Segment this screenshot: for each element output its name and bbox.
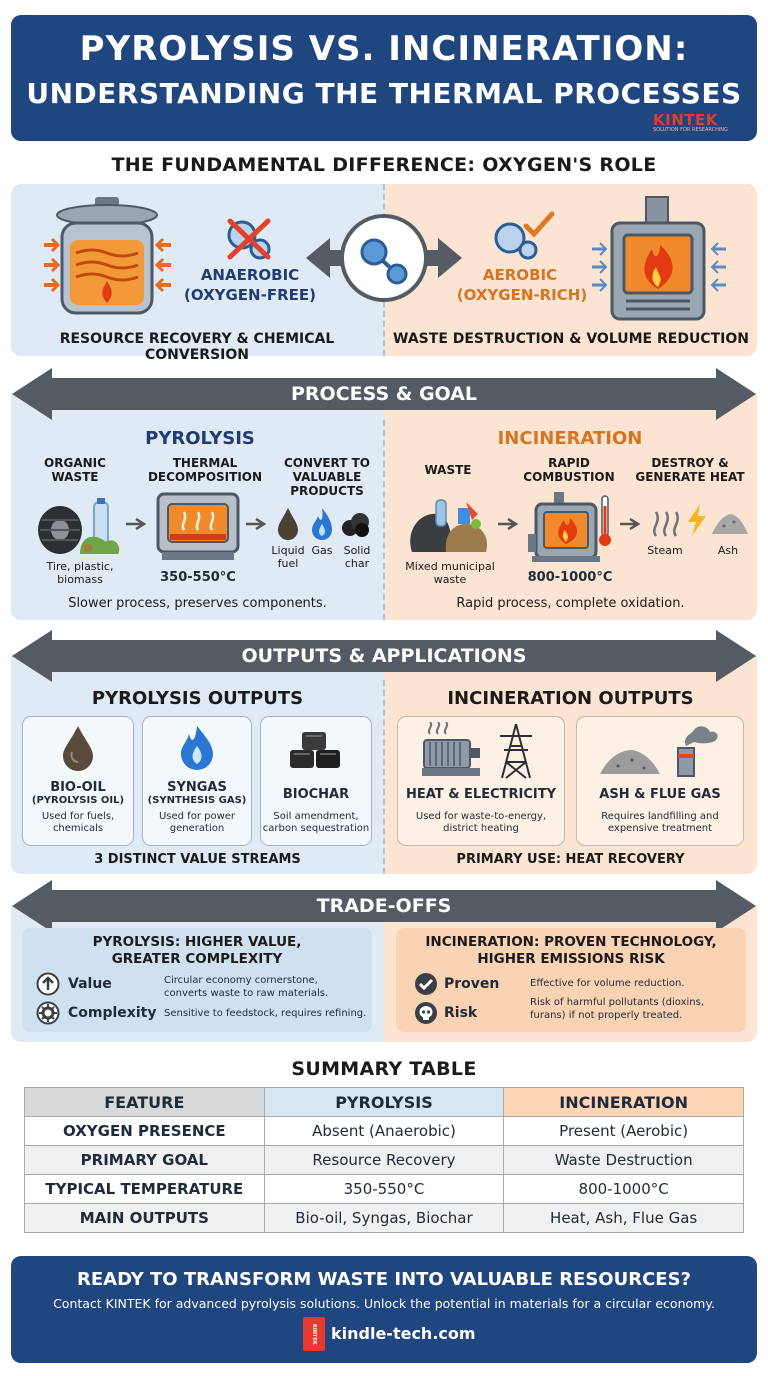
biochar-description: Soil amendment, carbon sequestration (262, 811, 370, 834)
arrow-right-icon (618, 517, 642, 531)
complexity-description: Sensitive to feedstock, requires refining. (164, 1008, 367, 1019)
turbine-powerline-icon (420, 722, 540, 780)
arrow-right-icon (124, 517, 148, 531)
bio-oil-subtitle: (PYROLYSIS OIL) (31, 795, 125, 806)
energy-bolt-icon (684, 502, 710, 538)
main-title-line-1: PYROLYSIS VS. INCINERATION: (79, 29, 689, 69)
ash-flue-gas-description: Requires landfilling and expensive treatment (601, 811, 719, 834)
table-row (25, 1175, 744, 1204)
outputs-bar-title: OUTPUTS & APPLICATIONS (241, 645, 527, 667)
kintek-logo-mark-icon (303, 1317, 325, 1351)
thermal-decomposition-label: THERMAL DECOMPOSITION (147, 456, 263, 484)
incineration-tradeoff-heading-1: INCINERATION: PROVEN TECHNOLOGY, (425, 934, 717, 950)
table-header-feature: FEATURE (25, 1088, 265, 1117)
pyrolysis-tradeoff-heading-1: PYROLYSIS: HIGHER VALUE, (92, 934, 302, 950)
steam-label: Steam (647, 544, 683, 557)
incinerator-furnace-icon (590, 195, 730, 323)
anaerobic-label: ANAEROBIC (200, 266, 300, 284)
table-cell-incineration: Present (Aerobic) (504, 1117, 744, 1146)
ash-smokestack-icon (598, 722, 722, 780)
process-divider (383, 420, 385, 620)
incineration-process-heading: INCINERATION (497, 428, 643, 449)
syngas-subtitle: (SYNTHESIS GAS) (147, 795, 247, 806)
value-up-arrow-icon (36, 972, 60, 996)
heat-electricity-description: Used for waste-to-energy, district heating (415, 811, 547, 834)
syngas-flame-icon (177, 724, 217, 772)
summary-table (24, 1087, 744, 1233)
incineration-outputs-heading: INCINERATION OUTPUTS (447, 688, 694, 709)
waste-destruction-caption: WASTE DESTRUCTION & VOLUME REDUCTION (393, 331, 749, 347)
gas-flame-icon (310, 506, 334, 540)
arrow-right-icon (244, 517, 268, 531)
table-row (25, 1204, 744, 1233)
resource-recovery-caption: RESOURCE RECOVERY & CHEMICAL CONVERSION (59, 331, 335, 363)
table-header-pyrolysis: PYROLYSIS (264, 1088, 504, 1117)
syngas-title: SYNGAS (167, 780, 227, 795)
table-cell-pyrolysis: Absent (Anaerobic) (264, 1117, 504, 1146)
kintek-logo: KINTEK (653, 111, 718, 129)
complexity-gear-icon (36, 1001, 60, 1025)
bio-oil-description: Used for fuels, chemicals (41, 811, 115, 834)
risk-description: Risk of harmful pollutants (dioxins, furans) if not properly treated. (530, 997, 704, 1021)
kintek-logo-tagline: SOLUTION FOR RESEARCHING (653, 127, 728, 133)
table-cell-pyrolysis: 350-550°C (264, 1175, 504, 1204)
proven-description: Effective for volume reduction. (530, 978, 685, 989)
table-cell-feature: OXYGEN PRESENCE (25, 1117, 265, 1146)
table-header-incineration: INCINERATION (504, 1088, 744, 1117)
table-cell-incineration: Waste Destruction (504, 1146, 744, 1175)
pyrolysis-outputs-heading: PYROLYSIS OUTPUTS (91, 688, 304, 709)
value-description: Circular economy cornerstone, converts waste to raw materials. (164, 975, 329, 999)
table-row (25, 1117, 744, 1146)
value-label: Value (68, 976, 112, 992)
destroy-generate-heat-label: DESTROY & GENERATE HEAT (635, 456, 745, 484)
table-cell-pyrolysis: Bio-oil, Syngas, Biochar (264, 1204, 504, 1233)
proven-check-icon (414, 972, 438, 996)
steam-icon (648, 504, 684, 538)
outputs-divider (383, 680, 385, 874)
heat-electricity-title: HEAT & ELECTRICITY (405, 787, 557, 802)
bio-oil-drop-icon (60, 724, 96, 772)
solid-char-label: Solid char (343, 544, 371, 570)
oxygen-free-label: (OXYGEN-FREE) (184, 286, 316, 304)
bio-oil-title: BIO-OIL (50, 780, 106, 795)
footer-body: Contact KINTEK for advanced pyrolysis solutions. Unlock the potential in materials for a circular economy. (53, 1296, 715, 1311)
convert-products-label: CONVERT TO VALUABLE PRODUCTS (284, 456, 370, 498)
waste-label: WASTE (424, 463, 472, 477)
summary-table-title: SUMMARY TABLE (291, 1058, 477, 1080)
incineration-temperature: 800-1000°C (527, 570, 613, 585)
proven-label: Proven (444, 976, 500, 992)
biochar-title: BIOCHAR (282, 787, 350, 802)
incineration-process-summary: Rapid process, complete oxidation. (456, 596, 685, 611)
oxygen-rich-label: (OXYGEN-RICH) (456, 286, 588, 304)
pyrolysis-temperature: 350-550°C (160, 570, 236, 585)
organic-waste-label: ORGANIC WASTE (44, 456, 106, 484)
header-banner (11, 15, 757, 141)
tradeoffs-bar-title: TRADE-OFFS (316, 895, 452, 917)
oxygen-double-arrow-icon (304, 210, 464, 306)
oxygen-section-title: THE FUNDAMENTAL DIFFERENCE: OXYGEN'S ROLE (111, 154, 657, 176)
table-row (25, 1146, 744, 1175)
pyrolysis-process-heading: PYROLYSIS (145, 428, 255, 449)
solid-char-icon (340, 508, 370, 538)
process-bar-title: PROCESS & GOAL (291, 383, 477, 405)
pyrolysis-process-summary: Slower process, preserves components. (68, 596, 327, 611)
ash-flue-gas-title: ASH & FLUE GAS (599, 787, 721, 802)
liquid-fuel-label: Liquid fuel (271, 544, 305, 570)
table-cell-incineration: 800-1000°C (504, 1175, 744, 1204)
table-header-row (25, 1088, 744, 1117)
logo-mark-text: KINTEK (311, 1323, 317, 1345)
rapid-combustion-label: RAPID COMBUSTION (523, 456, 615, 484)
table-cell-feature: MAIN OUTPUTS (25, 1204, 265, 1233)
incineration-outputs-footer: PRIMARY USE: HEAT RECOVERY (456, 852, 685, 867)
table-cell-feature: TYPICAL TEMPERATURE (25, 1175, 265, 1204)
no-oxygen-icon (224, 215, 276, 263)
decomposition-chamber-icon (156, 492, 240, 562)
table-cell-feature: PRIMARY GOAL (25, 1146, 265, 1175)
footer-banner (11, 1256, 757, 1363)
organic-waste-caption: Tire, plastic, biomass (46, 560, 114, 586)
table-cell-pyrolysis: Resource Recovery (264, 1146, 504, 1175)
table-cell-incineration: Heat, Ash, Flue Gas (504, 1204, 744, 1233)
risk-skull-icon (414, 1001, 438, 1025)
footer-headline: READY TO TRANSFORM WASTE INTO VALUABLE RESOURCES? (76, 1269, 691, 1290)
syngas-description: Used for power generation (158, 811, 236, 834)
main-title-line-2: UNDERSTANDING THE THERMAL PROCESSES (26, 77, 742, 110)
mixed-waste-bags-icon (406, 494, 492, 556)
oxygen-check-icon (492, 210, 558, 260)
organic-waste-icon (36, 498, 122, 556)
mixed-waste-caption: Mixed municipal waste (405, 560, 495, 586)
gas-label: Gas (311, 544, 333, 557)
aerobic-label: AEROBIC (482, 266, 558, 284)
ash-pile-icon (710, 510, 750, 536)
ash-label: Ash (717, 544, 739, 557)
liquid-fuel-drop-icon (276, 506, 300, 540)
biochar-blocks-icon (286, 728, 346, 772)
pyrolysis-tradeoff-heading-2: GREATER COMPLEXITY (111, 951, 283, 967)
incineration-tradeoff-heading-2: HIGHER EMISSIONS RISK (477, 951, 665, 967)
risk-label: Risk (444, 1005, 478, 1021)
combustion-chamber-icon (528, 490, 618, 564)
sealed-reactor-icon (40, 195, 175, 323)
arrow-right-icon (496, 517, 520, 531)
website-link[interactable]: kindle-tech.com (331, 1324, 476, 1343)
complexity-label: Complexity (68, 1005, 157, 1021)
pyrolysis-outputs-footer: 3 DISTINCT VALUE STREAMS (94, 852, 301, 867)
